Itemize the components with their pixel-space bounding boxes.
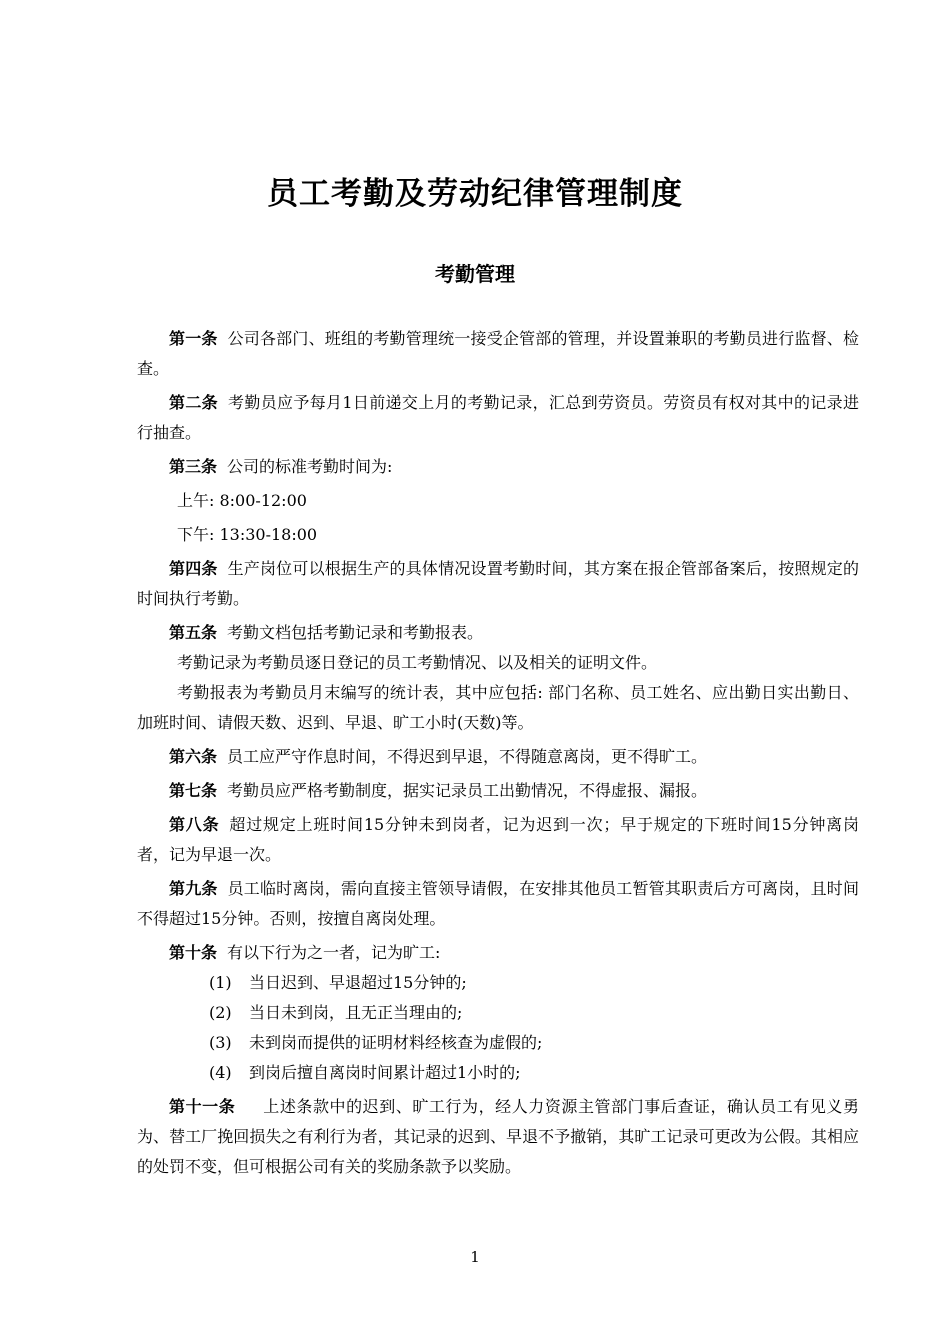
schedule-afternoon: 下午: 13:30-18:00 bbox=[177, 525, 318, 544]
article-label: 第六条 bbox=[169, 747, 218, 766]
list-item-text: 当日迟到、早退超过15分钟的; bbox=[249, 973, 467, 992]
article-text: 公司的标准考勤时间为: bbox=[227, 457, 393, 476]
article-label: 第一条 bbox=[169, 329, 218, 348]
article-label: 第五条 bbox=[169, 623, 218, 642]
article-4 bbox=[137, 554, 859, 614]
document-body bbox=[137, 324, 859, 1186]
article-8 bbox=[137, 810, 859, 870]
article-text: 超过规定上班时间15分钟未到岗者，记为迟到一次；早于规定的下班时间15分钟离岗者，记为早退一次。 bbox=[137, 815, 859, 864]
article-text: 考勤文档包括考勤记录和考勤报表。 bbox=[227, 623, 484, 642]
article-label: 第二条 bbox=[169, 393, 219, 412]
list-item-number: (4) bbox=[209, 1063, 232, 1082]
list-item-number: (1) bbox=[209, 973, 232, 992]
article-label: 第三条 bbox=[169, 457, 218, 476]
article-text: 员工临时离岗，需向直接主管领导请假，在安排其他员工暂管其职责后方可离岗，且时间不得超过15分钟。否则，按擅自离岗处理。 bbox=[137, 879, 859, 928]
article-text: 员工应严守作息时间，不得迟到早退，不得随意离岗，更不得旷工。 bbox=[227, 747, 708, 766]
document-title: 员工考勤及劳动纪律管理制度 bbox=[267, 176, 683, 212]
article-label: 第八条 bbox=[169, 815, 220, 834]
article-3 bbox=[137, 452, 859, 482]
article-10 bbox=[137, 938, 859, 968]
section-heading: 考勤管理 bbox=[435, 262, 515, 286]
article-1 bbox=[137, 324, 859, 384]
article-label: 第十条 bbox=[169, 943, 218, 962]
list-item bbox=[137, 968, 859, 998]
list-item-number: (2) bbox=[209, 1003, 232, 1022]
article-label: 第十一条 bbox=[169, 1097, 236, 1116]
list-item-number: (3) bbox=[209, 1033, 232, 1052]
list-item bbox=[137, 1058, 859, 1088]
article-11 bbox=[137, 1092, 859, 1182]
article-text: 考勤员应予每月1日前递交上月的考勤记录，汇总到劳资员。劳资员有权对其中的记录进行抽查。 bbox=[137, 393, 859, 442]
article-6 bbox=[137, 742, 859, 772]
schedule-morning: 上午: 8:00-12:00 bbox=[177, 491, 307, 510]
article-label: 第九条 bbox=[169, 879, 218, 898]
list-item-text: 未到岗而提供的证明材料经核查为虚假的; bbox=[249, 1033, 543, 1052]
article-text: 上述条款中的迟到、旷工行为，经人力资源主管部门事后查证，确认员工有见义勇为、替工厂挽回损失之有利行为者，其记录的迟到、早退不予撤销，其旷工记录可更改为公假。其相应的处罚不变，但可根据公司有关的奖励条款予以奖励。 bbox=[137, 1097, 859, 1176]
article-5 bbox=[137, 618, 859, 648]
list-item bbox=[137, 1028, 859, 1058]
article-2 bbox=[137, 388, 859, 448]
article-text: 生产岗位可以根据生产的具体情况设置考勤时间，其方案在报企管部备案后，按照规定的时间执行考勤。 bbox=[137, 559, 859, 608]
article-5-sub-1: 考勤记录为考勤员逐日登记的员工考勤情况、以及相关的证明文件。 bbox=[177, 653, 658, 672]
article-7 bbox=[137, 776, 859, 806]
article-text: 公司各部门、班组的考勤管理统一接受企管部的管理，并设置兼职的考勤员进行监督、检查。 bbox=[137, 329, 859, 378]
article-5-sub-2: 考勤报表为考勤员月末编写的统计表，其中应包括: 部门名称、员工姓名、应出勤日实出勤日、加班时间、请假天数、迟到、早退、旷工小时(天数)等。 bbox=[137, 683, 859, 732]
article-label: 第七条 bbox=[169, 781, 218, 800]
article-label: 第四条 bbox=[169, 559, 218, 578]
list-item bbox=[137, 998, 859, 1028]
page-number: 1 bbox=[470, 1248, 480, 1266]
article-9 bbox=[137, 874, 859, 934]
list-item-text: 当日未到岗，且无正当理由的; bbox=[249, 1003, 463, 1022]
article-text: 考勤员应严格考勤制度，据实记录员工出勤情况，不得虚报、漏报。 bbox=[227, 781, 708, 800]
article-text: 有以下行为之一者，记为旷工: bbox=[227, 943, 441, 962]
list-item-text: 到岗后擅自离岗时间累计超过1小时的; bbox=[249, 1063, 521, 1082]
